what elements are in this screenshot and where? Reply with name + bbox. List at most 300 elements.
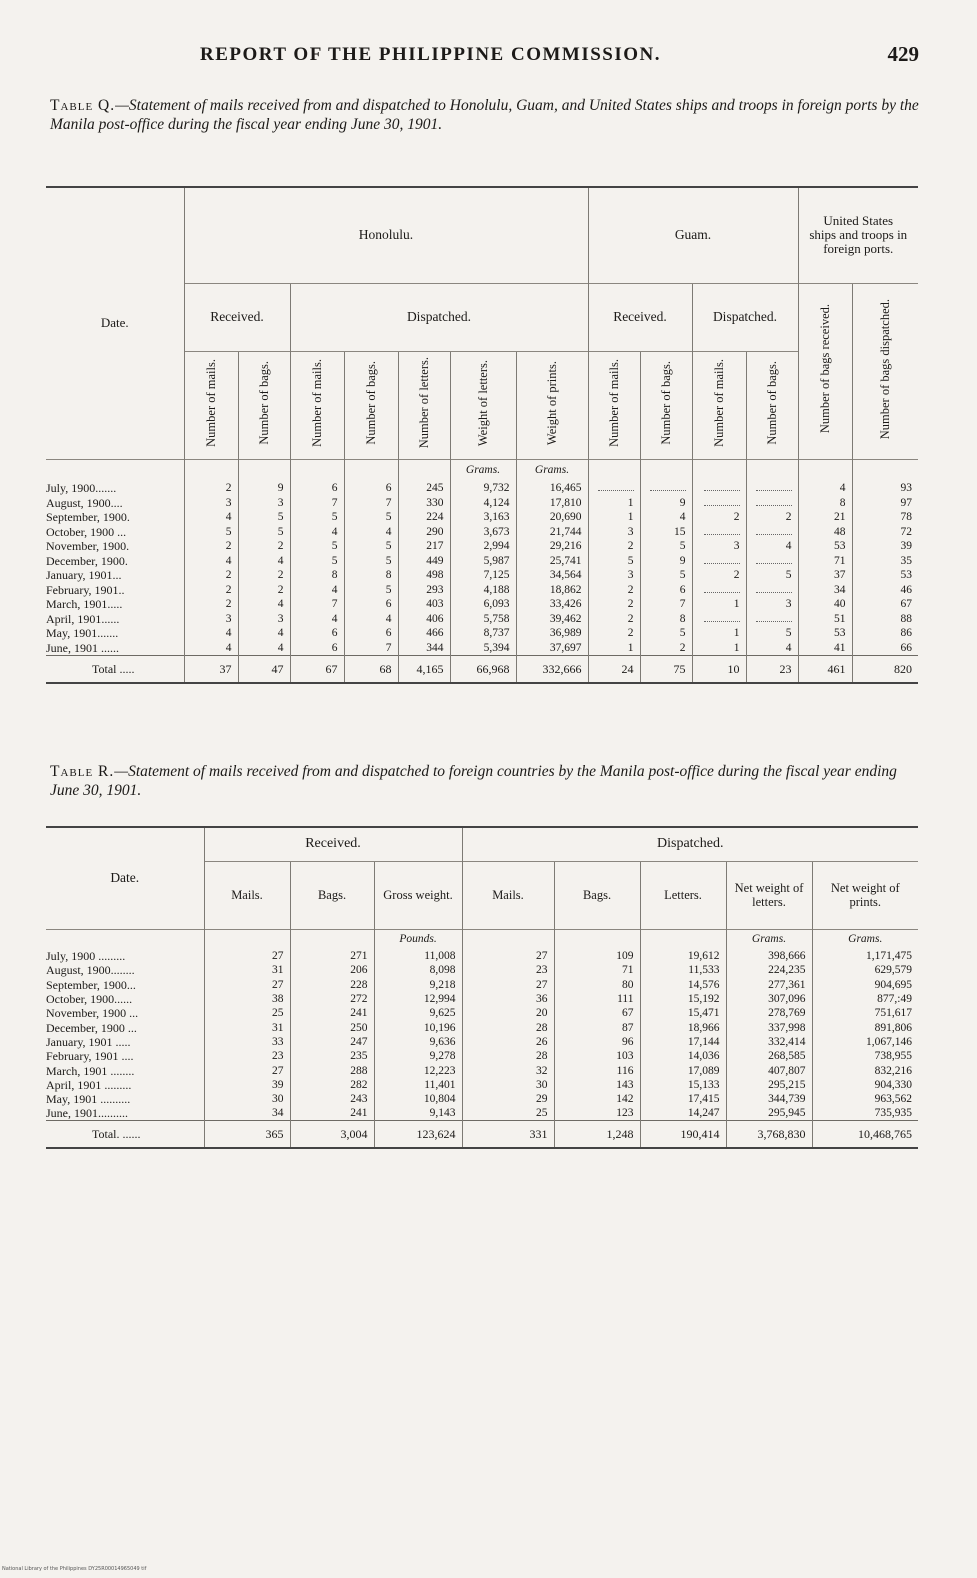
row-cell-hd-m: 6 — [290, 641, 344, 656]
row-cell-hr-m: 3 — [184, 612, 238, 627]
row-cell-hd-b: 5 — [344, 510, 398, 525]
row-cell-hd-m: 7 — [290, 597, 344, 612]
r-total-label: Total. ...... — [46, 1121, 204, 1149]
row-cell-gr-m: 5 — [588, 554, 640, 569]
row-cell-hd-m: 5 — [290, 510, 344, 525]
row-cell-hd-wp: 33,426 — [516, 597, 588, 612]
r-total-cell: 1,248 — [554, 1121, 640, 1149]
row-cell-gd-m: 1 — [692, 626, 746, 641]
row-cell-hd-wp: 20,690 — [516, 510, 588, 525]
row-cell-d-nl: 224,235 — [726, 963, 812, 977]
row-cell-hd-l: 466 — [398, 626, 450, 641]
units-spacer — [588, 459, 640, 481]
row-cell-d-nl: 407,807 — [726, 1063, 812, 1077]
row-cell-d-m: 26 — [462, 1035, 554, 1049]
row-cell-d-np: 904,695 — [812, 978, 918, 992]
row-cell-gr-m: 1 — [588, 496, 640, 511]
row-cell-r-b: 243 — [290, 1092, 374, 1106]
row-cell-d-l: 11,533 — [640, 963, 726, 977]
h-text: Number of bags. — [257, 361, 271, 445]
row-cell-hr-m: 2 — [184, 539, 238, 554]
leader-dots — [704, 584, 740, 593]
row-cell-gr-b: 8 — [640, 612, 692, 627]
row-cell-d-np: 738,955 — [812, 1049, 918, 1063]
row-cell-d-m: 27 — [462, 949, 554, 963]
row-cell-hd-wp: 36,989 — [516, 626, 588, 641]
row-date: February, 1901.. — [46, 582, 125, 597]
row-cell-hd-wp: 34,564 — [516, 568, 588, 583]
table-row — [46, 626, 918, 641]
row-cell-hr-b: 2 — [238, 539, 290, 554]
total-cell: 47 — [238, 655, 290, 683]
leader-dots — [756, 584, 792, 593]
total-cell: 37 — [184, 655, 238, 683]
row-date: July, 1900....... — [46, 481, 117, 496]
h-gr-mails — [588, 351, 640, 459]
row-cell-gr-b: 5 — [640, 539, 692, 554]
row-cell-r-g: 11,401 — [374, 1078, 462, 1092]
table-row — [46, 1078, 918, 1092]
table-row — [46, 525, 918, 540]
honolulu-dispatched: Dispatched. — [290, 283, 588, 351]
h-hd-weight-prints — [516, 351, 588, 459]
row-date: October, 1900...... — [46, 992, 133, 1007]
row-cell-r-m: 27 — [204, 978, 290, 992]
row-cell-hr-b: 4 — [238, 626, 290, 641]
row-cell-d-m: 30 — [462, 1078, 554, 1092]
r-h-d-bags: Bags. — [554, 861, 640, 929]
table-r-body — [46, 949, 918, 1121]
unit-grams: Grams. — [726, 929, 812, 949]
row-date: October, 1900 ... — [46, 524, 127, 539]
row-date: January, 1901 ..... — [46, 1034, 131, 1049]
row-cell-hr-b: 9 — [238, 481, 290, 496]
table-q-label: Table Q. — [50, 97, 116, 114]
table-row — [46, 539, 918, 554]
row-cell-us-r: 37 — [798, 568, 852, 583]
units-spacer — [238, 459, 290, 481]
total-cell: 10 — [692, 655, 746, 683]
table-row — [46, 992, 918, 1006]
row-cell-d-np: 963,562 — [812, 1092, 918, 1106]
row-cell-d-b: 80 — [554, 978, 640, 992]
row-cell-r-g: 8,098 — [374, 963, 462, 977]
row-cell-d-m: 36 — [462, 992, 554, 1006]
row-cell-r-g: 9,278 — [374, 1049, 462, 1063]
row-cell-gd-b: 3 — [746, 597, 798, 612]
row-cell-d-m: 29 — [462, 1092, 554, 1106]
table-row — [46, 1035, 918, 1049]
row-cell-d-m: 20 — [462, 1006, 554, 1020]
row-cell-hd-wl: 5,394 — [450, 641, 516, 656]
row-cell-us-r: 40 — [798, 597, 852, 612]
running-title: REPORT OF THE PHILIPPINE COMMISSION. — [200, 44, 662, 65]
row-cell-hd-l: 293 — [398, 583, 450, 598]
row-cell-d-np: 891,806 — [812, 1020, 918, 1034]
units-spacer — [398, 459, 450, 481]
row-cell-r-g: 9,143 — [374, 1106, 462, 1121]
row-cell-us-r: 34 — [798, 583, 852, 598]
row-cell-d-b: 111 — [554, 992, 640, 1006]
r-h-net-weight-prints: Net weight of prints. — [812, 861, 918, 929]
row-cell-us-r: 51 — [798, 612, 852, 627]
row-cell-us-d: 53 — [852, 568, 918, 583]
table-row — [46, 583, 918, 598]
row-cell-r-m: 34 — [204, 1106, 290, 1121]
row-cell-d-l: 14,247 — [640, 1106, 726, 1121]
leader-dots — [756, 526, 792, 535]
row-cell-hr-m: 4 — [184, 626, 238, 641]
table-row — [46, 1020, 918, 1034]
row-cell-hd-m: 8 — [290, 568, 344, 583]
row-cell-r-m: 23 — [204, 1049, 290, 1063]
r-col-date-header: Date. — [110, 870, 140, 886]
row-cell-hd-wl: 9,732 — [450, 481, 516, 496]
leader-dots — [756, 555, 792, 564]
row-cell-d-l: 17,089 — [640, 1063, 726, 1077]
h-gr-bags — [640, 351, 692, 459]
row-cell-gd-b — [746, 481, 798, 496]
h-text: Number of mails. — [607, 359, 621, 447]
row-cell-gr-b: 5 — [640, 626, 692, 641]
table-r-caption — [50, 762, 920, 800]
row-cell-us-d: 86 — [852, 626, 918, 641]
row-cell-gr-b: 9 — [640, 554, 692, 569]
r-h-letters: Letters. — [640, 861, 726, 929]
table-row — [46, 612, 918, 627]
total-label: Total ..... — [46, 655, 184, 683]
total-cell: 67 — [290, 655, 344, 683]
r-total-cell: 3,004 — [290, 1121, 374, 1149]
table-row — [46, 568, 918, 583]
row-cell-d-b: 109 — [554, 949, 640, 963]
row-cell-d-nl: 278,769 — [726, 1006, 812, 1020]
h-text: Number of mails. — [712, 359, 726, 447]
row-cell-us-r: 4 — [798, 481, 852, 496]
leader-dots — [704, 482, 740, 491]
row-cell-r-g: 10,196 — [374, 1020, 462, 1034]
row-cell-hd-wl: 3,673 — [450, 525, 516, 540]
table-q-caption — [50, 96, 920, 134]
row-cell-hd-b: 5 — [344, 539, 398, 554]
guam-received: Received. — [588, 283, 692, 351]
row-cell-gr-m: 3 — [588, 568, 640, 583]
row-cell-r-m: 39 — [204, 1078, 290, 1092]
total-cell: 820 — [852, 655, 918, 683]
r-total-cell: 3,768,830 — [726, 1121, 812, 1149]
row-cell-r-m: 38 — [204, 992, 290, 1006]
table-row — [46, 949, 918, 963]
row-cell-gr-b: 15 — [640, 525, 692, 540]
units-spacer — [290, 459, 344, 481]
unit-grams: Grams. — [450, 459, 516, 481]
row-cell-hd-m: 5 — [290, 539, 344, 554]
row-cell-gd-b — [746, 612, 798, 627]
row-cell-hr-m: 2 — [184, 583, 238, 598]
row-cell-hd-m: 5 — [290, 554, 344, 569]
row-cell-hr-b: 4 — [238, 641, 290, 656]
row-cell-d-m: 32 — [462, 1063, 554, 1077]
leader-dots — [756, 482, 792, 491]
row-cell-hr-b: 4 — [238, 597, 290, 612]
h-text: Number of bags. — [364, 361, 378, 445]
row-cell-d-nl: 398,666 — [726, 949, 812, 963]
r-total-cell: 331 — [462, 1121, 554, 1149]
h-text: Weight of prints. — [545, 360, 559, 446]
row-cell-hd-wp: 25,741 — [516, 554, 588, 569]
us-bags-received-header — [798, 283, 852, 459]
r-group-dispatched: Dispatched. — [462, 827, 918, 861]
row-date: January, 1901... — [46, 568, 122, 583]
row-cell-gd-b — [746, 554, 798, 569]
row-date: August, 1900.... — [46, 495, 123, 510]
h-text: Number of letters. — [417, 357, 431, 449]
total-cell: 66,968 — [450, 655, 516, 683]
row-date: December, 1900. — [46, 553, 128, 568]
row-cell-d-np: 1,171,475 — [812, 949, 918, 963]
row-date: March, 1901..... — [46, 597, 123, 612]
row-cell-gd-m: 1 — [692, 597, 746, 612]
row-cell-hd-l: 344 — [398, 641, 450, 656]
row-cell-gd-b: 4 — [746, 641, 798, 656]
table-row — [46, 978, 918, 992]
row-cell-hd-m: 4 — [290, 525, 344, 540]
h-gd-bags — [746, 351, 798, 459]
row-cell-r-m: 25 — [204, 1006, 290, 1020]
row-cell-hd-wp: 18,862 — [516, 583, 588, 598]
table-r-caption-text: —Statement of mails received from and dispatched to foreign countries by the Manila post-office during the fiscal year ending June 30, 1901. — [50, 763, 897, 799]
us-bags-dispatched-header — [852, 283, 918, 459]
row-cell-us-r: 71 — [798, 554, 852, 569]
row-cell-r-g: 9,218 — [374, 978, 462, 992]
row-cell-hr-m: 4 — [184, 510, 238, 525]
units-spacer — [344, 459, 398, 481]
total-cell: 68 — [344, 655, 398, 683]
row-cell-hd-b: 7 — [344, 496, 398, 511]
row-cell-hr-m: 4 — [184, 641, 238, 656]
table-q-total-row — [46, 655, 918, 683]
row-cell-gd-b — [746, 583, 798, 598]
row-cell-hr-m: 2 — [184, 481, 238, 496]
row-cell-hd-m: 6 — [290, 626, 344, 641]
row-cell-d-nl: 295,215 — [726, 1078, 812, 1092]
row-cell-r-m: 27 — [204, 1063, 290, 1077]
total-cell: 461 — [798, 655, 852, 683]
h-text: Weight of letters. — [476, 359, 490, 447]
row-cell-d-nl: 268,585 — [726, 1049, 812, 1063]
group-guam: Guam. — [588, 187, 798, 283]
row-date: April, 1901...... — [46, 611, 120, 626]
us-bags-received-text: Number of bags received. — [818, 304, 832, 434]
row-cell-r-b: 235 — [290, 1049, 374, 1063]
row-cell-r-m: 27 — [204, 949, 290, 963]
row-cell-r-b: 247 — [290, 1035, 374, 1049]
row-cell-r-b: 288 — [290, 1063, 374, 1077]
row-cell-gd-m: 2 — [692, 510, 746, 525]
table-row — [46, 597, 918, 612]
table-row — [46, 963, 918, 977]
r-group-received: Received. — [204, 827, 462, 861]
table-r-label: Table R. — [50, 763, 115, 780]
row-cell-gd-m — [692, 554, 746, 569]
row-cell-hd-m: 7 — [290, 496, 344, 511]
r-units-spacer — [204, 929, 290, 949]
h-hr-bags — [238, 351, 290, 459]
row-cell-d-np: 877,:49 — [812, 992, 918, 1006]
h-hd-bags — [344, 351, 398, 459]
row-cell-gd-b: 5 — [746, 626, 798, 641]
r-units-spacer — [46, 929, 204, 949]
row-cell-hd-l: 498 — [398, 568, 450, 583]
scan-source-note: National Library of the Philippines DY25R00014965049 tif — [2, 1566, 147, 1572]
row-cell-gd-m — [692, 612, 746, 627]
group-honolulu: Honolulu. — [184, 187, 588, 283]
row-date: September, 1900... — [46, 977, 136, 992]
total-cell: 4,165 — [398, 655, 450, 683]
row-date: August, 1900........ — [46, 963, 135, 978]
row-cell-r-m: 33 — [204, 1035, 290, 1049]
table-row — [46, 481, 918, 496]
row-cell-d-m: 25 — [462, 1106, 554, 1121]
units-spacer — [852, 459, 918, 481]
r-h-bags: Bags. — [290, 861, 374, 929]
guam-dispatched: Dispatched. — [692, 283, 798, 351]
row-cell-hd-wl: 4,188 — [450, 583, 516, 598]
row-cell-gd-m: 2 — [692, 568, 746, 583]
row-cell-us-d: 46 — [852, 583, 918, 598]
row-cell-hr-m: 2 — [184, 568, 238, 583]
group-us-ships-text: United States ships and troops in foreign ports. — [809, 213, 908, 257]
units-spacer — [692, 459, 746, 481]
r-units-spacer — [290, 929, 374, 949]
units-spacer — [798, 459, 852, 481]
row-cell-d-l: 14,576 — [640, 978, 726, 992]
total-cell: 75 — [640, 655, 692, 683]
units-spacer — [46, 459, 184, 481]
row-cell-r-b: 228 — [290, 978, 374, 992]
row-cell-hd-wl: 5,987 — [450, 554, 516, 569]
h-text: Number of mails. — [310, 359, 324, 447]
row-cell-us-d: 93 — [852, 481, 918, 496]
row-cell-hd-wl: 2,994 — [450, 539, 516, 554]
row-cell-hd-b: 6 — [344, 597, 398, 612]
row-cell-hd-wp: 21,744 — [516, 525, 588, 540]
row-cell-gr-m: 3 — [588, 525, 640, 540]
r-h-d-mails: Mails. — [462, 861, 554, 929]
row-cell-gd-b: 2 — [746, 510, 798, 525]
row-cell-gr-m: 2 — [588, 597, 640, 612]
row-cell-us-d: 35 — [852, 554, 918, 569]
h-hd-weight-letters — [450, 351, 516, 459]
row-cell-us-d: 88 — [852, 612, 918, 627]
row-cell-gd-b: 5 — [746, 568, 798, 583]
row-cell-hr-b: 5 — [238, 510, 290, 525]
row-cell-d-b: 67 — [554, 1006, 640, 1020]
row-cell-hd-wl: 7,125 — [450, 568, 516, 583]
row-cell-d-l: 15,192 — [640, 992, 726, 1006]
leader-dots — [704, 555, 740, 564]
h-hd-mails — [290, 351, 344, 459]
row-cell-r-b: 241 — [290, 1106, 374, 1121]
row-cell-r-m: 31 — [204, 963, 290, 977]
total-cell: 332,666 — [516, 655, 588, 683]
table-q-body — [46, 481, 918, 655]
row-cell-us-r: 48 — [798, 525, 852, 540]
row-cell-d-nl: 277,361 — [726, 978, 812, 992]
row-cell-d-b: 116 — [554, 1063, 640, 1077]
row-cell-gr-b: 5 — [640, 568, 692, 583]
row-cell-gd-m: 1 — [692, 641, 746, 656]
row-cell-d-nl: 295,945 — [726, 1106, 812, 1121]
table-row — [46, 641, 918, 656]
r-units-spacer — [640, 929, 726, 949]
units-spacer — [746, 459, 798, 481]
page-header — [0, 44, 977, 74]
r-h-gross-weight: Gross weight. — [374, 861, 462, 929]
leader-dots — [756, 497, 792, 506]
unit-grams: Grams. — [812, 929, 918, 949]
row-cell-r-g: 10,804 — [374, 1092, 462, 1106]
row-cell-hd-l: 406 — [398, 612, 450, 627]
row-cell-hd-b: 5 — [344, 554, 398, 569]
row-date: December, 1900 ... — [46, 1020, 137, 1035]
row-cell-d-nl: 332,414 — [726, 1035, 812, 1049]
table-row — [46, 554, 918, 569]
row-cell-hd-b: 4 — [344, 612, 398, 627]
total-cell: 23 — [746, 655, 798, 683]
row-cell-hr-m: 4 — [184, 554, 238, 569]
row-cell-gd-m — [692, 525, 746, 540]
unit-pounds: Pounds. — [374, 929, 462, 949]
col-date-header: Date. — [46, 187, 184, 459]
row-cell-us-d: 39 — [852, 539, 918, 554]
row-cell-hr-b: 2 — [238, 583, 290, 598]
row-cell-d-l: 15,133 — [640, 1078, 726, 1092]
h-hd-letters — [398, 351, 450, 459]
r-h-net-weight-letters: Net weight of letters. — [726, 861, 812, 929]
table-row — [46, 496, 918, 511]
leader-dots — [756, 613, 792, 622]
row-cell-hd-l: 224 — [398, 510, 450, 525]
row-cell-r-b: 271 — [290, 949, 374, 963]
row-cell-d-b: 87 — [554, 1020, 640, 1034]
row-cell-us-r: 53 — [798, 626, 852, 641]
r-total-cell: 365 — [204, 1121, 290, 1149]
r-units-spacer — [462, 929, 554, 949]
row-cell-d-np: 832,216 — [812, 1063, 918, 1077]
row-cell-gr-m: 2 — [588, 612, 640, 627]
row-cell-gr-m: 2 — [588, 583, 640, 598]
row-cell-hd-wp: 39,462 — [516, 612, 588, 627]
row-cell-d-b: 143 — [554, 1078, 640, 1092]
row-cell-r-g: 9,625 — [374, 1006, 462, 1020]
row-cell-us-d: 66 — [852, 641, 918, 656]
row-cell-us-d: 97 — [852, 496, 918, 511]
row-cell-r-g: 12,994 — [374, 992, 462, 1006]
leader-dots — [598, 482, 634, 491]
row-date: September, 1900. — [46, 510, 130, 525]
row-cell-hd-l: 449 — [398, 554, 450, 569]
row-cell-hd-b: 6 — [344, 626, 398, 641]
row-cell-d-b: 103 — [554, 1049, 640, 1063]
row-cell-hr-m: 5 — [184, 525, 238, 540]
units-spacer — [640, 459, 692, 481]
row-cell-r-g: 11,008 — [374, 949, 462, 963]
row-cell-gd-m — [692, 481, 746, 496]
row-cell-hd-b: 7 — [344, 641, 398, 656]
row-cell-gd-b — [746, 496, 798, 511]
row-cell-hd-wl: 8,737 — [450, 626, 516, 641]
